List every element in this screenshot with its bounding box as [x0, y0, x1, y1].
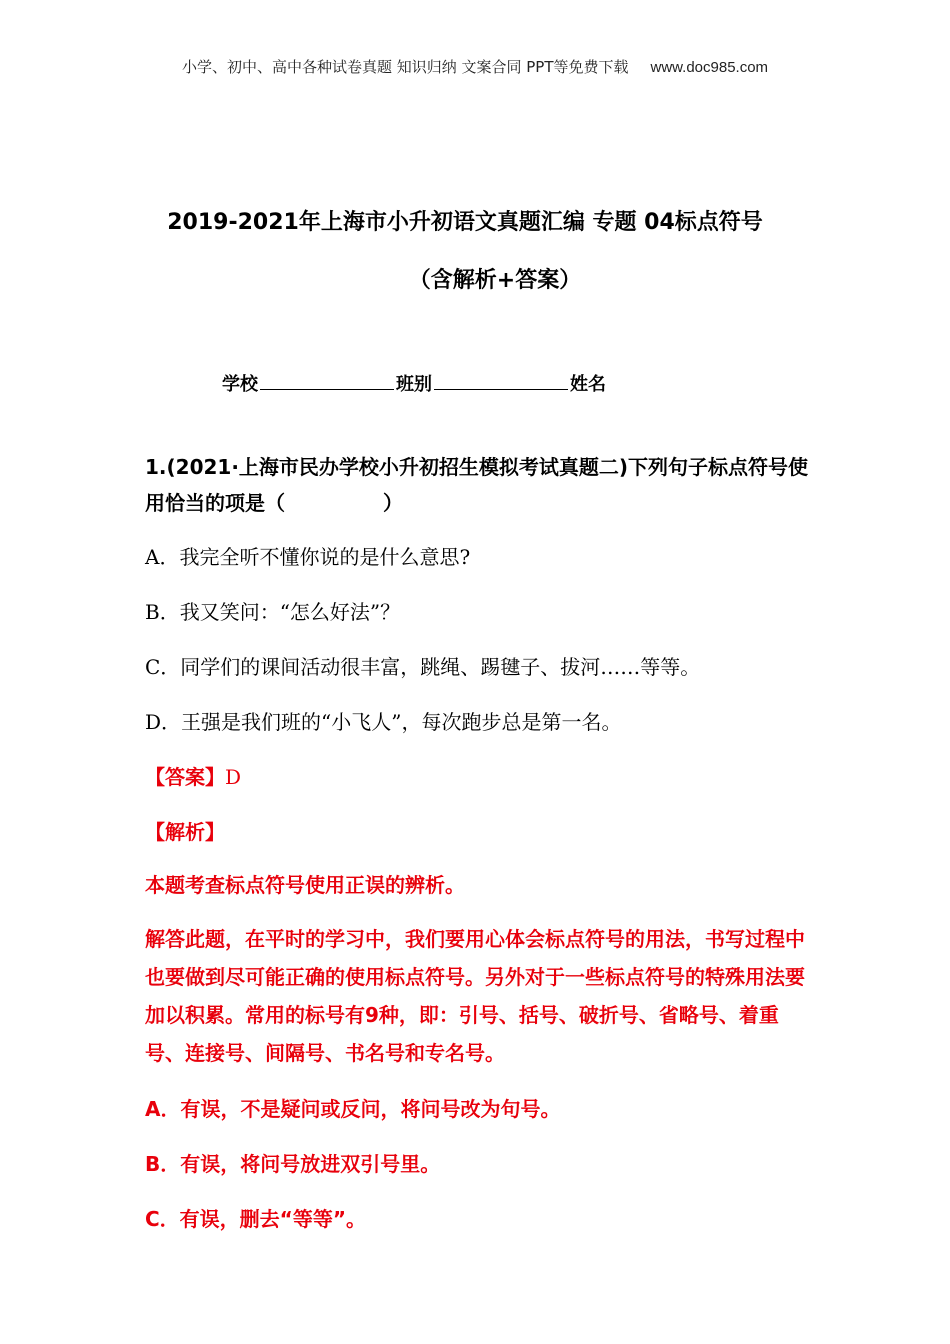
answer-value: D	[225, 765, 242, 789]
option-d: D．王强是我们班的“小飞人”，每次跑步总是第一名。	[145, 710, 622, 734]
answer-line	[145, 761, 241, 790]
analysis-paragraph-2: 解答此题，在平时的学习中，我们要用心体会标点符号的用法，书写过程中也要做到尽可能正确的使用标点符号。另外对于一些标点符号的特殊用法要加以积累。常用的标号有9种，即：引号、括号、破折号、省略号、着重号、连接号、间隔号、书名号和专名号。	[145, 927, 805, 1065]
class-label: 班别	[396, 374, 432, 395]
school-label: 学校	[222, 374, 258, 395]
answer-label: 【答案】	[145, 765, 225, 789]
question-stem	[145, 449, 815, 521]
option-a: A．我完全听不懂你说的是什么意思?	[145, 545, 471, 569]
question-stem-text: 1.(2021·上海市民办学校小升初招生模拟考试真题二)下列句子标点符号使用恰当的项是（	[145, 455, 809, 515]
school-blank	[260, 371, 394, 390]
header-text: 小学、初中、高中各种试卷真题 知识归纳 文案合同 PPT等免费下载	[181, 58, 629, 76]
header-url[interactable]: www.doc985.com	[650, 59, 769, 76]
page-header	[0, 56, 950, 77]
analysis-item-a: A．有误，不是疑问或反问，将问号改为句号。	[145, 1097, 561, 1121]
student-info-fields	[222, 370, 606, 396]
document-subtitle: （含解析+答案）	[408, 268, 582, 293]
option-c: C．同学们的课间活动很丰富，跳绳、踢毽子、拔河……等等。	[145, 655, 701, 679]
question-stem-close: ）	[383, 491, 403, 515]
document-title: 2019-2021年上海市小升初语文真题汇编 专题 04标点符号	[167, 210, 763, 235]
name-label: 姓名	[570, 374, 606, 395]
analysis-item-b: B．有误，将问号放进双引号里。	[145, 1152, 441, 1176]
class-blank	[434, 371, 568, 390]
analysis-paragraph-1: 本题考查标点符号使用正误的辨析。	[145, 873, 465, 897]
analysis-label: 【解析】	[145, 820, 225, 844]
option-b: B．我又笑问：“怎么好法”？	[145, 600, 401, 624]
analysis-item-c: C．有误，删去“等等”。	[145, 1207, 366, 1231]
